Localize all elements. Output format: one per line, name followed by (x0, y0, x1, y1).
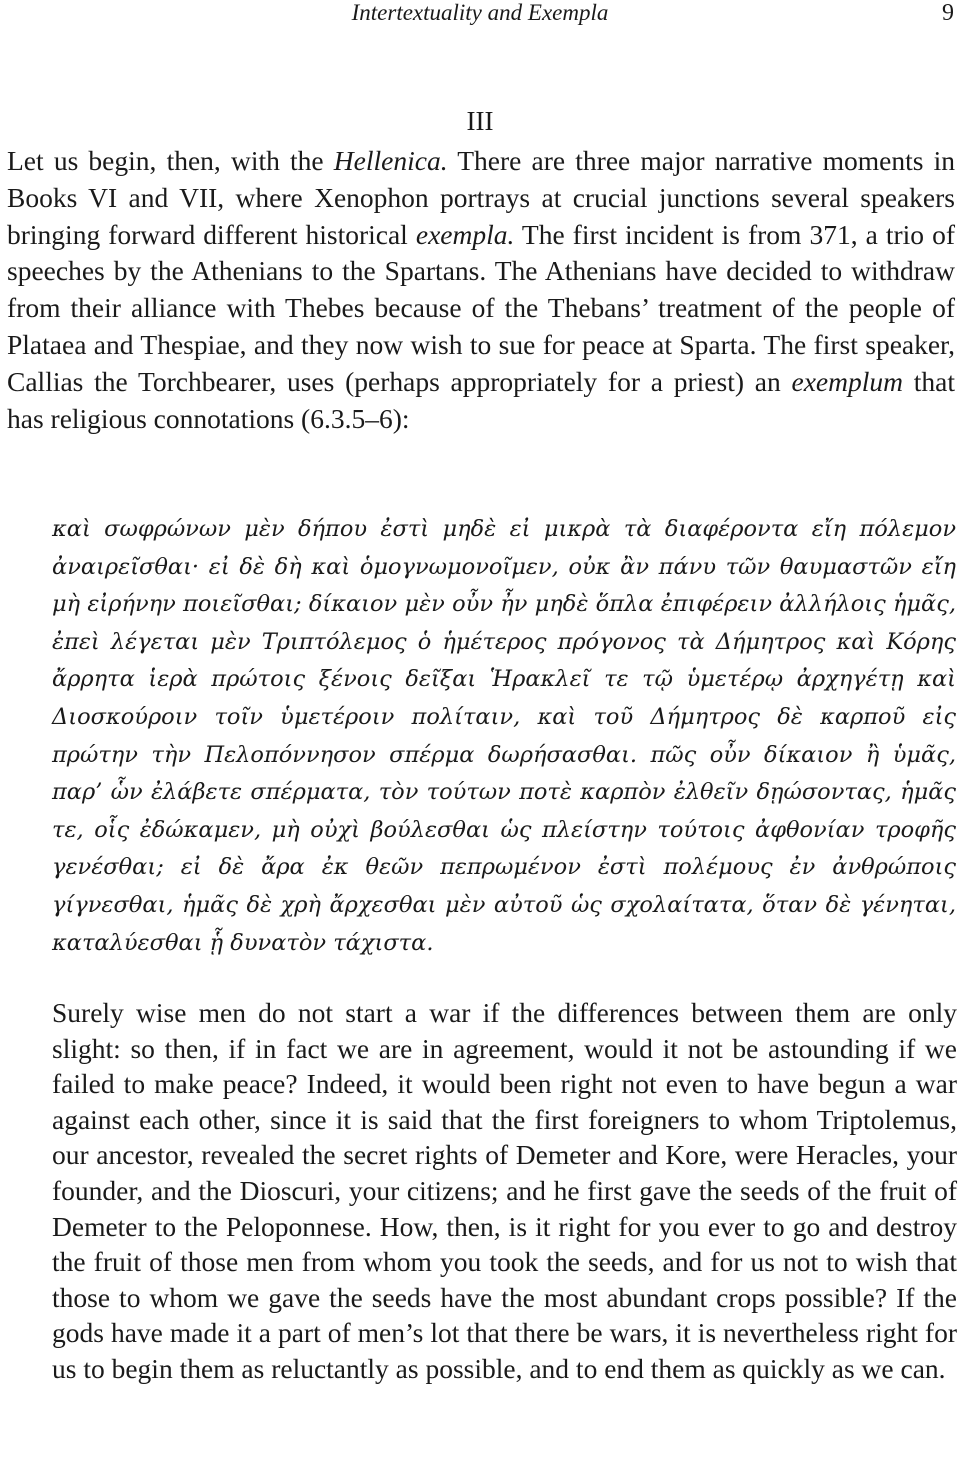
term-exemplum: exemplum (791, 365, 903, 397)
paragraph-text: that has religious connotations (6.3.5–6): (7, 365, 955, 434)
paragraph-text: There are three major narrative moments in Books VI and VII, where Xenophon portrays at crucial junctions several speakers bringing forward different historical (7, 145, 955, 250)
paragraph-text: Let us begin, then, with the (7, 145, 334, 176)
term-exempla: exempla. (415, 218, 515, 250)
greek-quotation: καὶ σωφρώνων μὲν δήπου ἐστὶ μηδὲ εἰ μικρὰ τὰ διαφέροντα εἴη πόλεμον ἀναιρεῖσθαι· εἰ δὲ δὴ καὶ ὁμογνωμονοῖμεν, οὐκ ἂν πάνυ τῶν θαυμαστῶν εἴη μὴ εἰρήνην ποιεῖσθαι; δίκαιον μὲν οὖν ἦν μηδὲ ὅπλα ἐπιφέρειν ἀλλήλοις ἡμᾶς, ἐπεὶ λέγεται μὲν Τριπτόλεμος ὁ ἡμέτερος πρόγονος τὰ Δήμητρος καὶ Κόρης ἄρρητα ἱερὰ πρώτοις ξένοις δεῖξαι Ἡρακλεῖ τε τῷ ὑμετέρῳ ἀρχηγέτῃ καὶ Διοσκούροιν τοῖν ὑμετέροιν πολίταιν, καὶ τοῦ Δήμητρος δὲ καρποῦ εἰς πρώτην τὴν Πελοπόννησον σπέρμα δωρήσασθαι. πῶς οὖν δίκαιον ἢ ὑμᾶς, παρ’ ὧν ἐλάβετε σπέρματα, τὸν τούτων ποτὲ καρπὸν ἐλθεῖν δῃώσοντας, ἡμᾶς τε, οἷς ἐδώκαμεν, μὴ οὐχὶ βούλεσθαι ὡς πλείστην τούτοις ἀφθονίαν τροφῆς γενέσθαι; εἰ δὲ ἄρα ἐκ θεῶν πεπρωμένον ἐστὶ πολέμους ἐν ἀνθρώποις γίγνεσθαι, ἡμᾶς δὲ χρὴ ἄρχεσθαι μὲν αὐτοῦ ὡς σχολαίτατα, ὅταν δὲ γένηται, καταλύεσθαι ᾗ δυνατὸν τάχιστα. (52, 516, 956, 956)
running-title: Intertextuality and Exempla (351, 0, 609, 25)
body-paragraph (7, 143, 955, 437)
english-translation: Surely wise men do not start a war if the differences between them are only slight: so then, if in fact we are in agreement, would it not be astounding if we failed to make peace? Indeed, it would been right not even to have begun a war against each other, since it is said that the first foreigners to whom Triptolemus, our ancestor, revealed the secret rights of Demeter and Kore, were Heracles, your founder, and the Dioscuri, your citizens; and he first gave the seeds of the fruit of Demeter to the Peloponnese. How, then, is it right for you ever to go and destroy the fruit of those men from whom you took the seeds, and for us not to wish that those to whom we gave the seeds have the most abundant crops possible? If the gods have made it a part of men’s lot that there be wars, it is nevertheless right for us to begin them as reluctantly as possible, and to end them as quickly as we can. (52, 997, 957, 1384)
page-number: 9 (942, 0, 954, 26)
running-header (0, 0, 960, 28)
paragraph-text: The first incident is from 371, a trio of speeches by the Athenians to the Spartans. The Athenians have decided to withdraw from their alliance with Thebes because of the Thebans’ treatment of the people of Plataea and Thespiae, and they now wish to sue for peace at Sparta. The first speaker, Callias the Torchbearer, uses (perhaps appropriately for a priest) an (7, 218, 955, 397)
work-title-hellenica: Hellenica. (333, 145, 448, 176)
section-heading: III (466, 106, 494, 136)
